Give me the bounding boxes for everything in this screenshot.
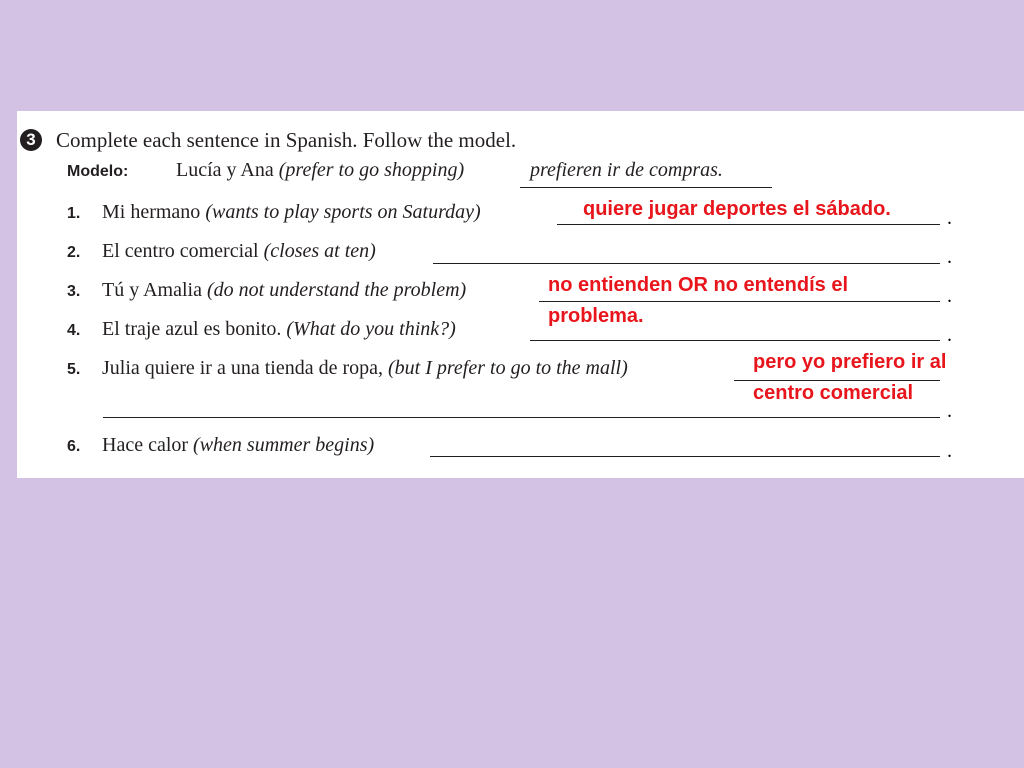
item-5-period: . [947,400,952,422]
exercise-number-badge: 3 [20,129,42,151]
item-1-answer: quiere jugar deportes el sábado. [583,198,891,220]
item-6-text: Hace calor [102,434,189,456]
item-4-answer-line[interactable] [530,340,940,341]
item-1-text: Mi hermano [102,201,201,223]
worksheet [17,111,1024,478]
exercise-instruction: Complete each sentence in Spanish. Follow the model. [56,127,517,152]
item-5-answer-line-2[interactable] [103,417,940,418]
item-6-period: . [947,440,952,462]
item-5-hint: (but I prefer to go to the mall) [388,357,628,379]
item-2-number: 2. [67,244,81,261]
exercise-heading [17,127,516,153]
item-4-number: 4. [67,322,81,339]
item-2-text: El centro comercial [102,240,259,262]
model-hint: (prefer to go shopping) [278,159,465,181]
item-4-period: . [947,324,952,346]
item-3-period: . [947,285,952,307]
item-2 [67,240,967,270]
item-5-answer-line-2: centro comercial [753,382,914,404]
item-3-number: 3. [67,283,81,300]
item-2-answer-line[interactable] [433,263,940,264]
item-6-hint: (when summer begins) [193,434,375,456]
item-3-hint: (do not understand the problem) [206,279,467,301]
item-1-number: 1. [67,205,81,222]
item-2-hint: (closes at ten) [263,240,376,262]
item-4-text: El traje azul es bonito. [102,318,282,340]
item-6 [67,434,967,464]
item-3-text: Tú y Amalia [102,279,202,301]
item-4 [67,318,967,348]
model-answer-line [520,187,772,188]
item-5-answer-line-1: pero yo prefiero ir al [753,351,947,373]
item-5-text: Julia quiere ir a una tienda de ropa, [102,357,383,379]
model-row [67,159,967,189]
model-sentence: Lucía y Ana [176,159,274,181]
model-label: Modelo: [67,163,129,180]
item-1-hint: (wants to play sports on Saturday) [205,201,481,223]
item-4-hint: (What do you think?) [286,318,456,340]
item-3-answer-line-1: no entienden OR no entendís el [548,274,849,296]
item-2-period: . [947,246,952,268]
item-5-number: 5. [67,361,81,378]
item-3-answer-line-2: problema. [548,305,644,327]
item-1-period: . [947,207,952,229]
item-6-answer-line[interactable] [430,456,940,457]
model-answer: prefieren ir de compras. [530,159,723,181]
item-6-number: 6. [67,438,81,455]
